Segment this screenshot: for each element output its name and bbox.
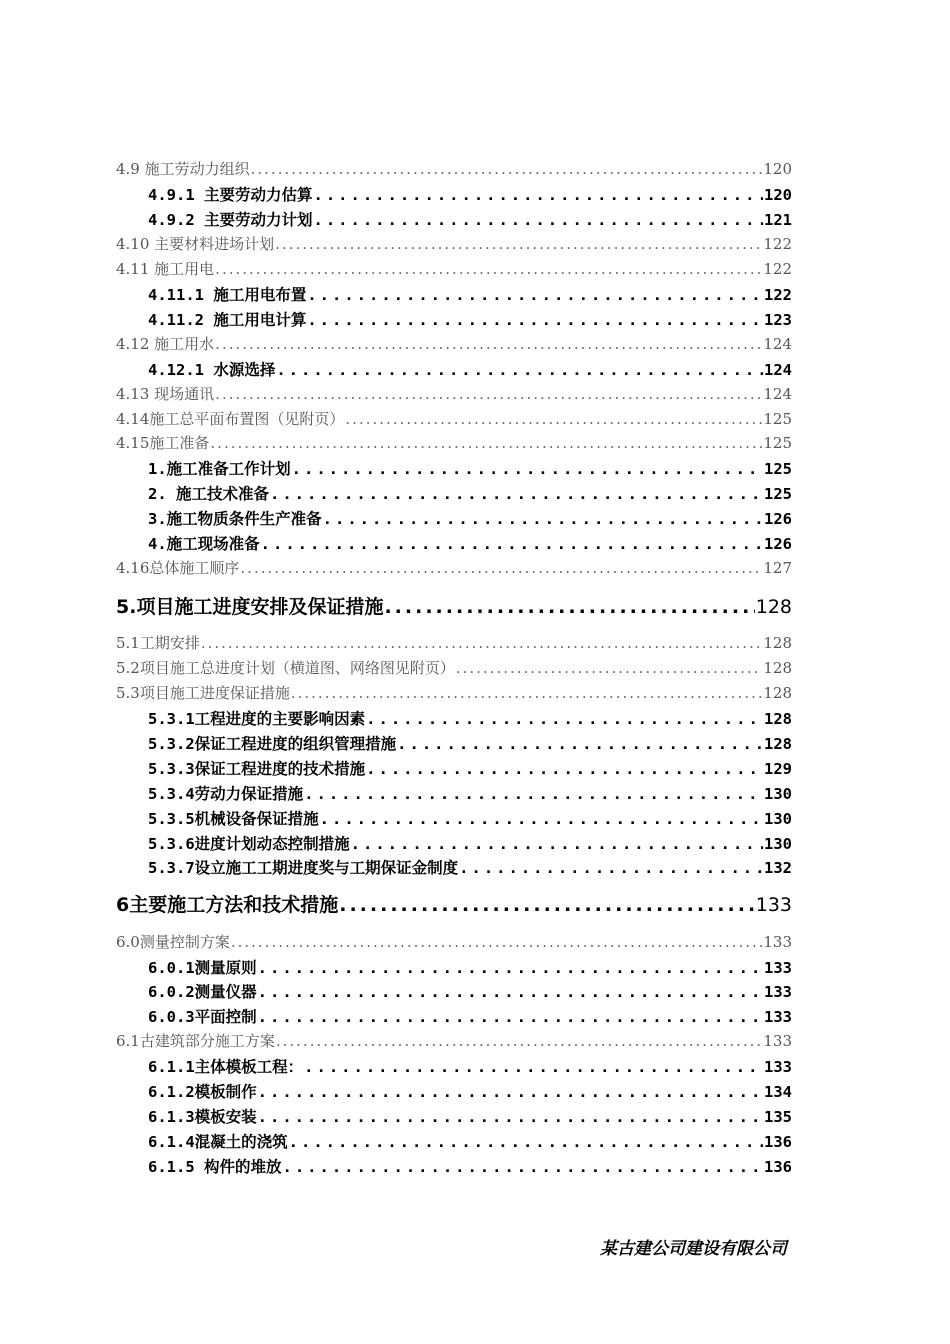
toc-entry-page: 125 <box>763 434 792 452</box>
toc-entry[interactable] <box>116 408 792 429</box>
dot-leader <box>307 311 763 329</box>
toc-entry-title: 5.3.3保证工程进度的技术措施 <box>148 760 366 778</box>
toc-entry-page: 122 <box>763 235 792 253</box>
toc-entry-page: 128 <box>764 710 792 728</box>
toc-entry-title: 6.1.1主体模板工程： <box>148 1058 304 1076</box>
toc-entry-page: 130 <box>764 835 792 853</box>
dot-leader <box>215 260 762 278</box>
toc-entry-page: 127 <box>763 559 792 577</box>
toc-entry[interactable] <box>148 757 792 779</box>
toc-entry-title: 5.2项目施工总进度计划（横道图、网络图见附页） <box>116 659 455 677</box>
dot-leader <box>251 160 763 178</box>
toc-entry[interactable] <box>116 632 792 653</box>
toc-entry-page: 124 <box>763 385 792 403</box>
dot-leader <box>323 510 763 528</box>
toc-entry[interactable] <box>148 482 792 504</box>
dot-leader <box>275 235 762 253</box>
toc-entry-page: 128 <box>755 596 792 618</box>
toc-chapter-entry[interactable] <box>116 890 792 917</box>
toc-entry-title: 6.1.3模板安装 <box>148 1108 257 1126</box>
toc-entry-page: 128 <box>763 659 792 677</box>
toc-entry-title: 5.3.2保证工程进度的组织管理措施 <box>148 735 397 753</box>
toc-entry-page: 133 <box>755 894 792 916</box>
dot-leader <box>314 211 764 229</box>
toc-entry-title: 4.14施工总平面布置图（见附页） <box>116 410 345 428</box>
toc-entry-title: 4.施工现场准备 <box>148 535 260 553</box>
dot-leader <box>292 460 763 478</box>
toc-entry-page: 126 <box>764 535 792 553</box>
toc-entry-title: 4.9.2 主要劳动力计划 <box>148 211 313 229</box>
toc-entry[interactable] <box>148 1080 792 1102</box>
dot-leader <box>456 659 763 677</box>
toc-entry-page: 128 <box>763 684 792 702</box>
toc-entry-page: 130 <box>764 810 792 828</box>
toc-entry-page: 134 <box>764 1083 792 1101</box>
footer-company-name: 某古建公司建设有限公司 <box>600 1239 787 1259</box>
toc-entry[interactable] <box>148 980 792 1002</box>
toc-entry-page: 126 <box>764 510 792 528</box>
dot-leader <box>366 710 763 728</box>
toc-entry[interactable] <box>148 183 792 205</box>
dot-leader <box>231 933 763 951</box>
dot-leader <box>201 634 763 652</box>
toc-entry[interactable] <box>148 1005 792 1027</box>
toc-entry-page: 123 <box>764 311 792 329</box>
toc-entry-title: 6.1.2模板制作 <box>148 1083 257 1101</box>
toc-entry-page: 130 <box>764 785 792 803</box>
toc-entry-title: 4.15施工准备 <box>116 434 210 452</box>
toc-entry-title: 5.3.7设立施工工期进度奖与工期保证金制度 <box>148 859 459 877</box>
dot-leader <box>276 1032 763 1050</box>
toc-entry[interactable] <box>148 807 792 829</box>
toc-entry-title: 3.施工物质条件生产准备 <box>148 510 322 528</box>
toc-entry[interactable] <box>148 208 792 230</box>
toc-entry-title: 6.0.2测量仪器 <box>148 983 257 1001</box>
dot-leader <box>215 335 762 353</box>
toc-entry[interactable] <box>148 457 792 479</box>
toc-entry-title: 4.16总体施工顺序 <box>116 559 240 577</box>
toc-entry-title: 5.1工期安排 <box>116 634 200 652</box>
toc-entry-title: 1.施工准备工作计划 <box>148 460 291 478</box>
toc-entry[interactable] <box>116 432 792 453</box>
toc-entry-title: 4.10 主要材料进场计划 <box>116 235 275 253</box>
toc-entry-page: 125 <box>763 410 792 428</box>
toc-entry-title: 4.12 施工用水 <box>116 335 215 353</box>
toc-entry[interactable] <box>116 657 792 678</box>
toc-entry-page: 129 <box>764 760 792 778</box>
dot-leader <box>276 361 763 379</box>
toc-entry[interactable] <box>116 258 792 279</box>
toc-entry[interactable] <box>148 782 792 804</box>
toc-entry-title: 4.13 现场通讯 <box>116 385 215 403</box>
toc-entry-page: 121 <box>764 211 792 229</box>
toc-entry-title: 5.3.5机械设备保证措施 <box>148 810 319 828</box>
dot-leader <box>339 894 755 916</box>
dot-leader <box>366 760 763 778</box>
toc-entry-page: 122 <box>764 286 792 304</box>
toc-entry[interactable] <box>148 1130 792 1152</box>
toc-entry[interactable] <box>148 507 792 529</box>
toc-entry-title: 6.0.3平面控制 <box>148 1008 257 1026</box>
toc-entry-page: 133 <box>763 933 792 951</box>
toc-entry-title: 4.9.1 主要劳动力估算 <box>148 186 313 204</box>
dot-leader <box>304 1058 763 1076</box>
dot-leader <box>258 1008 763 1026</box>
dot-leader <box>345 410 762 428</box>
toc-entry[interactable] <box>116 233 792 254</box>
toc-entry-title: 6.0测量控制方案 <box>116 933 230 951</box>
toc-entry-page: 136 <box>764 1158 792 1176</box>
toc-entry-page: 122 <box>763 260 792 278</box>
toc-entry[interactable] <box>148 358 792 380</box>
toc-entry[interactable] <box>148 707 792 729</box>
toc-entry[interactable] <box>116 158 792 179</box>
toc-entry-title: 4.11.1 施工用电布置 <box>148 286 307 304</box>
toc-entry-title: 5.3.6进度计划动态控制措施 <box>148 835 350 853</box>
toc-entry-page: 135 <box>764 1108 792 1126</box>
dot-leader <box>320 810 763 828</box>
toc-entry-title: 6.0.1测量原则 <box>148 959 257 977</box>
toc-entry[interactable] <box>116 333 792 354</box>
dot-leader <box>258 983 763 1001</box>
dot-leader <box>261 535 763 553</box>
toc-entry[interactable] <box>116 682 792 703</box>
toc-entry-page: 124 <box>763 335 792 353</box>
dot-leader <box>397 735 763 753</box>
toc-entry[interactable] <box>116 931 792 952</box>
dot-leader <box>351 835 763 853</box>
toc-entry-title: 6.1.5 构件的堆放 <box>148 1158 282 1176</box>
toc-entry-title: 5.项目施工进度安排及保证措施 <box>116 596 384 618</box>
toc-entry-page: 132 <box>764 859 792 877</box>
dot-leader <box>258 1108 763 1126</box>
toc-entry-title: 4.12.1 水源选择 <box>148 361 276 379</box>
dot-leader <box>210 434 762 452</box>
toc-entry[interactable] <box>148 732 792 754</box>
toc-entry-title: 5.3.4劳动力保证措施 <box>148 785 304 803</box>
dot-leader <box>291 684 763 702</box>
toc-entry[interactable] <box>148 956 792 978</box>
toc-entry[interactable] <box>148 856 792 878</box>
toc-entry[interactable] <box>116 1030 792 1051</box>
toc-entry-page: 124 <box>764 361 792 379</box>
toc-entry-title: 4.11 施工用电 <box>116 260 215 278</box>
toc-entry[interactable] <box>148 308 792 330</box>
toc-entry[interactable] <box>116 383 792 404</box>
toc-entry-page: 128 <box>764 735 792 753</box>
toc-entry-page: 125 <box>764 485 792 503</box>
toc-chapter-entry[interactable] <box>116 592 792 619</box>
toc-entry-title: 6.1古建筑部分施工方案 <box>116 1032 275 1050</box>
toc-entry[interactable] <box>148 283 792 305</box>
toc-entry-title: 5.3项目施工进度保证措施 <box>116 684 290 702</box>
toc-entry-page: 133 <box>763 1032 792 1050</box>
toc-entry-page: 125 <box>764 460 792 478</box>
dot-leader <box>459 859 763 877</box>
dot-leader <box>270 485 763 503</box>
toc-entry[interactable] <box>148 832 792 854</box>
toc-entry-page: 136 <box>764 1133 792 1151</box>
toc-entry-page: 133 <box>764 959 792 977</box>
dot-leader <box>215 385 762 403</box>
toc-entry-title: 5.3.1工程进度的主要影响因素 <box>148 710 366 728</box>
toc-entry[interactable] <box>148 1105 792 1127</box>
dot-leader <box>240 559 762 577</box>
dot-leader <box>314 186 764 204</box>
toc-entry-title: 2. 施工技术准备 <box>148 485 269 503</box>
toc-entry-title: 4.9 施工劳动力组织 <box>116 160 250 178</box>
dot-leader <box>258 959 763 977</box>
toc-entry-page: 120 <box>764 186 792 204</box>
toc-entry-page: 120 <box>763 160 792 178</box>
dot-leader <box>304 785 763 803</box>
toc-entry-title: 6主要施工方法和技术措施 <box>116 894 339 916</box>
dot-leader <box>307 286 763 304</box>
toc-entry-title: 4.11.2 施工用电计算 <box>148 311 307 329</box>
toc-entry-page: 133 <box>764 983 792 1001</box>
toc-entry-page: 133 <box>764 1008 792 1026</box>
dot-leader <box>384 596 754 618</box>
toc-entry-page: 133 <box>764 1058 792 1076</box>
toc-entry-title: 6.1.4混凝土的浇筑 <box>148 1133 288 1151</box>
dot-leader <box>283 1158 764 1176</box>
toc-entry[interactable] <box>116 557 792 578</box>
toc-entry[interactable] <box>148 532 792 554</box>
dot-leader <box>289 1133 763 1151</box>
dot-leader <box>258 1083 763 1101</box>
toc-entry-page: 128 <box>763 634 792 652</box>
toc-entry[interactable] <box>148 1155 792 1177</box>
toc-entry[interactable] <box>148 1055 792 1077</box>
